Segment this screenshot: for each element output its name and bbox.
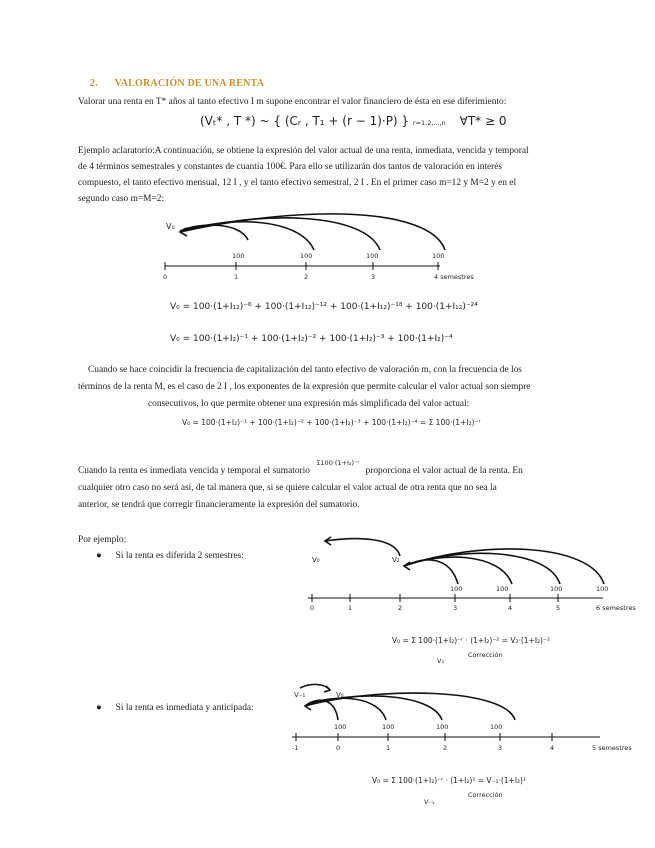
diagram1-amount-1: 100 xyxy=(232,252,245,260)
diagram1-amount-2: 100 xyxy=(300,252,313,260)
example-line-2: de 4 términos semestrales y constantes de cuantía 100€. Para ello se utilizarán dos tantos de valoración en interés xyxy=(78,162,503,172)
diagram1-amount-3: 100 xyxy=(366,252,379,260)
case2-under-right: Corrección xyxy=(468,791,503,799)
case2-tick-label: 1 xyxy=(386,744,391,752)
case1-under-right: Corrección xyxy=(468,651,503,659)
case2-amount-4: 100 xyxy=(490,723,503,731)
case1-tick-label: 3 xyxy=(453,604,458,612)
case1-amount-1: 100 xyxy=(450,585,463,593)
case2-amount-2: 100 xyxy=(382,723,395,731)
formula-simplified: V₀ = 100·(1+I₂)⁻¹ + 100·(1+I₂)⁻² + 100·(1+I₂)⁻³ + 100·(1+I₂)⁻⁴ = Σ 100·(1+I₂)⁻ʳ xyxy=(182,418,481,427)
case2-tick-label: 2 xyxy=(443,744,448,752)
immediate-line-3: anterior, se tendrá que corregir financieramente la expresión del sumatorio. xyxy=(78,500,360,510)
case2-v-1-label: V₋₁ xyxy=(294,691,306,699)
case2-amount-1: 100 xyxy=(334,723,347,731)
case2-arc-back xyxy=(300,684,330,690)
case1-tick-label: 4 xyxy=(508,604,513,612)
case1-v2-label: V₂ xyxy=(392,556,400,564)
case2-tick-label: -1 xyxy=(292,744,299,752)
case1-label: Si la renta es diferida 2 semestres: xyxy=(115,551,244,561)
diagram1-tick-label: 3 xyxy=(371,273,376,281)
case2-under-left: V₋₁ xyxy=(424,798,435,806)
diagram1-tick-label: 4 semestres xyxy=(434,273,474,281)
case1-tick-label: 6 semestres xyxy=(596,604,636,612)
case1-tick-label: 1 xyxy=(348,604,353,612)
por-ejemplo: Por ejemplo: xyxy=(78,535,127,545)
case1-bullet: ● Si la renta es diferida 2 semestres: xyxy=(96,551,244,561)
case2-tick-label: 0 xyxy=(336,744,341,752)
case1-under-left: V₂ xyxy=(437,657,445,665)
case1-amount-2: 100 xyxy=(496,585,509,593)
immediate-text-b: proporciona el valor actual de la renta. En xyxy=(365,466,523,476)
main-formula-body: (Vₜ* , T *) ~ { (Cᵣ , T₁ + (r − 1)·P) } xyxy=(200,114,410,128)
immediate-line-2: cualquier otro caso no será así, de tal manera que, si se quiere calcular el valor actual de otra renta que no sea la xyxy=(78,483,497,493)
formula-monthly: V₀ = 100·(1+I₁₂)⁻⁶ + 100·(1+I₁₂)⁻¹² + 100·(1+I₁₂)⁻¹⁸ + 100·(1+I₁₂)⁻²⁴ xyxy=(170,302,478,312)
case2-tick-label: 4 xyxy=(550,744,555,752)
main-formula-condition: ∀T* ≥ 0 xyxy=(459,114,507,128)
case1-formula: V₀ = Σ 100·(1+I₂)⁻ʳ · (1+I₂)⁻² = V₂·(1+I₂)⁻² xyxy=(392,636,550,645)
case2-tick-label: 5 semestres xyxy=(592,744,632,752)
main-formula-sub: r=1,2,...,n xyxy=(412,119,446,127)
diagram1-tick-label: 0 xyxy=(163,273,168,281)
example-line-4: segundo caso m=M=2: xyxy=(78,194,165,204)
coincide-line-3: consecutivos, lo que permite obtener una expresión más simplificada del valor actual: xyxy=(148,399,470,409)
diagram1-v-label: V₀ xyxy=(166,222,175,231)
case1-tick-label: 0 xyxy=(310,604,315,612)
case2-v0-label: V₀ xyxy=(336,691,344,699)
inline-sum: Σ100·(1+I₂)⁻ʳ xyxy=(316,459,360,467)
case2-bullet: ● Si la renta es inmediata y anticipada: xyxy=(96,703,254,713)
case1-v0-label: V₀ xyxy=(312,556,320,564)
diagram1-tick-label: 1 xyxy=(234,273,239,281)
case1-amount-3: 100 xyxy=(550,585,563,593)
case2-tick-label: 3 xyxy=(498,744,503,752)
case1-tick-label: 2 xyxy=(398,604,403,612)
case2-label: Si la renta es inmediata y anticipada: xyxy=(115,703,254,713)
section-number: 2. xyxy=(90,78,98,89)
diagram1-amount-4: 100 xyxy=(432,252,445,260)
coincide-line-2: términos de la renta M, es el caso de 2 I , los exponentes de la expresión que permite calcular el valor actual son siempre xyxy=(78,382,531,392)
formula-semestral: V₀ = 100·(1+I₂)⁻¹ + 100·(1+I₂)⁻² + 100·(1+I₂)⁻³ + 100·(1+I₂)⁻⁴ xyxy=(170,334,453,344)
case2-amount-3: 100 xyxy=(436,723,449,731)
example-line-3: compuesto, el tanto efectivo mensual, 12 I , y el tanto efectivo semestral, 2 I . En el primer caso m=12 y M=2 y en el xyxy=(78,178,517,188)
case1-tick-label: 5 xyxy=(556,604,561,612)
section-title: VALORACIÓN DE UNA RENTA xyxy=(114,78,265,89)
coincide-line-1: Cuando se hace coincidir la frecuencia de capitalización del tanto efectivo de valoración m, con la frecuencia de los xyxy=(88,365,522,375)
example-line-1: Ejemplo aclaratorio:A continuación, se obtiene la expresión del valor actual de una renta, inmediata, vencida y temporal xyxy=(78,146,529,156)
diagram1-tick-label: 2 xyxy=(304,273,309,281)
case1-amount-4: 100 xyxy=(596,585,609,593)
intro-text: Valorar una renta en T* años al tanto efectivo I m supone encontrar el valor financiero de ésta en ese diferimiento: xyxy=(78,97,507,107)
immediate-text-a: Cuando la renta es inmediata vencida y temporal el sumatorio xyxy=(78,466,310,476)
case2-formula: V₀ = Σ 100·(1+I₂)⁻ʳ · (1+I₂)¹ = V₋₁·(1+I₂)¹ xyxy=(372,776,526,785)
